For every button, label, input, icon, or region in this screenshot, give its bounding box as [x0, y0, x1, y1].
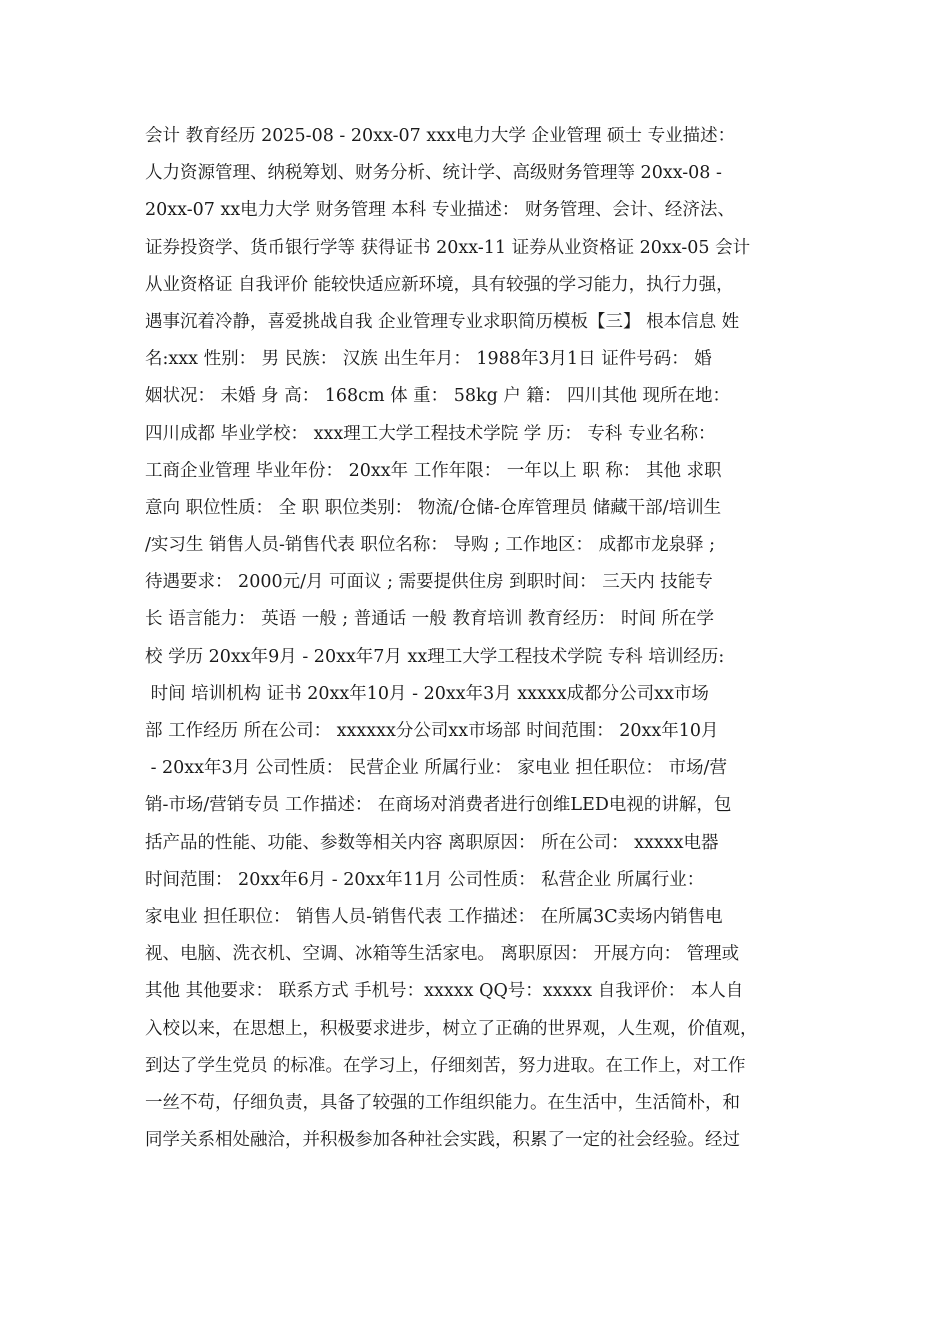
- text-line: 人力资源管理、纳税筹划、财务分析、统计学、高级财务管理等 20xx-08 -: [145, 163, 722, 184]
- text-line: 会计 教育经历 2025-08 - 20xx-07 xxx电力大学 企业管理 硕士 专业描述：: [145, 126, 736, 146]
- text-line: 姻状况： 未婚 身 高： 168cm 体 重： 58kg 户 籍： 四川其他 现所在地：: [145, 386, 731, 407]
- text-line: 待遇要求： 2000元/月 可面议 ; 需要提供住房 到职时间： 三天内 技能专: [145, 572, 713, 593]
- text-line: - 20xx年3月 公司性质： 民营企业 所属行业： 家电业 担任职位： 市场/营: [145, 758, 727, 779]
- text-line: 时间 培训机构 证书 20xx年10月 - 20xx年3月 xxxxx成都分公司xx市场: [145, 683, 709, 704]
- text-line: 四川成都 毕业学校： xxx理工大学工程技术学院 学 历： 专科 专业名称：: [145, 423, 716, 444]
- text-line: 意向 职位性质： 全 职 职位类别： 物流/仓储-仓库管理员 储藏干部/培训生: [145, 497, 722, 518]
- text-line: 20xx-07 xx电力大学 财务管理 本科 专业描述： 财务管理、会计、经济法、: [145, 200, 735, 221]
- text-line: 工商企业管理 毕业年份： 20xx年 工作年限： 一年以上 职 称： 其他 求职: [145, 460, 722, 481]
- text-line: 括产品的性能、功能、参数等相关内容 离职原因： 所在公司： xxxxx电器: [145, 832, 719, 853]
- text-line: 销-市场/营销专员 工作描述： 在商场对消费者进行创维LED电视的讲解，包: [145, 795, 732, 816]
- text-line: 长 语言能力： 英语 一般 ; 普通话 一般 教育培训 教育经历： 时间 所在学: [145, 609, 715, 630]
- text-line: 校 学历 20xx年9月 - 20xx年7月 xx理工大学工程技术学院 专科 培训经历:: [145, 646, 725, 667]
- text-line: 视、电脑、洗衣机、空调、冰箱等生活家电。 离职原因： 开展方向： 管理或: [145, 944, 740, 965]
- resume-body-text: [145, 118, 815, 1159]
- text-line: 名:xxx 性别： 男 民族： 汉族 出生年月： 1988年3月1日 证件号码： 婚: [145, 349, 712, 370]
- text-line: 入校以来，在思想上，积极要求进步，树立了正确的世界观，人生观，价值观，: [145, 1018, 758, 1039]
- text-line: 时间范围： 20xx年6月 - 20xx年11月 公司性质： 私营企业 所属行业：: [145, 869, 705, 890]
- text-line: 到达了学生党员 的标准。在学习上，仔细刻苦，努力进取。在工作上，对工作: [145, 1055, 746, 1076]
- text-line: 从业资格证 自我评价 能较快适应新环境，具有较强的学习能力，执行力强，: [145, 274, 734, 295]
- text-line: 部 工作经历 所在公司： xxxxxx分公司xx市场部 时间范围： 20xx年10月: [145, 721, 719, 741]
- text-line: /实习生 销售人员-销售代表 职位名称： 导购 ; 工作地区： 成都市龙泉驿 ;: [145, 535, 716, 556]
- text-line: 同学关系相处融洽，并积极参加各种社会实践，积累了一定的社会经验。经过: [145, 1130, 740, 1151]
- text-line: 家电业 担任职位： 销售人员-销售代表 工作描述： 在所属3C卖场内销售电: [145, 906, 723, 927]
- text-line: 证券投资学、货币银行学等 获得证书 20xx-11 证券从业资格证 20xx-05 会计: [145, 237, 751, 258]
- text-line: 一丝不苟，仔细负责，具备了较强的工作组织能力。在生活中，生活简朴，和: [145, 1092, 740, 1113]
- text-line: 遇事沉着冷静，喜爱挑战自我 企业管理专业求职简历模板【三】 根本信息 姓: [145, 311, 740, 332]
- text-line: 其他 其他要求： 联系方式 手机号：xxxxx QQ号：xxxxx 自我评价： 本人自: [145, 981, 744, 1002]
